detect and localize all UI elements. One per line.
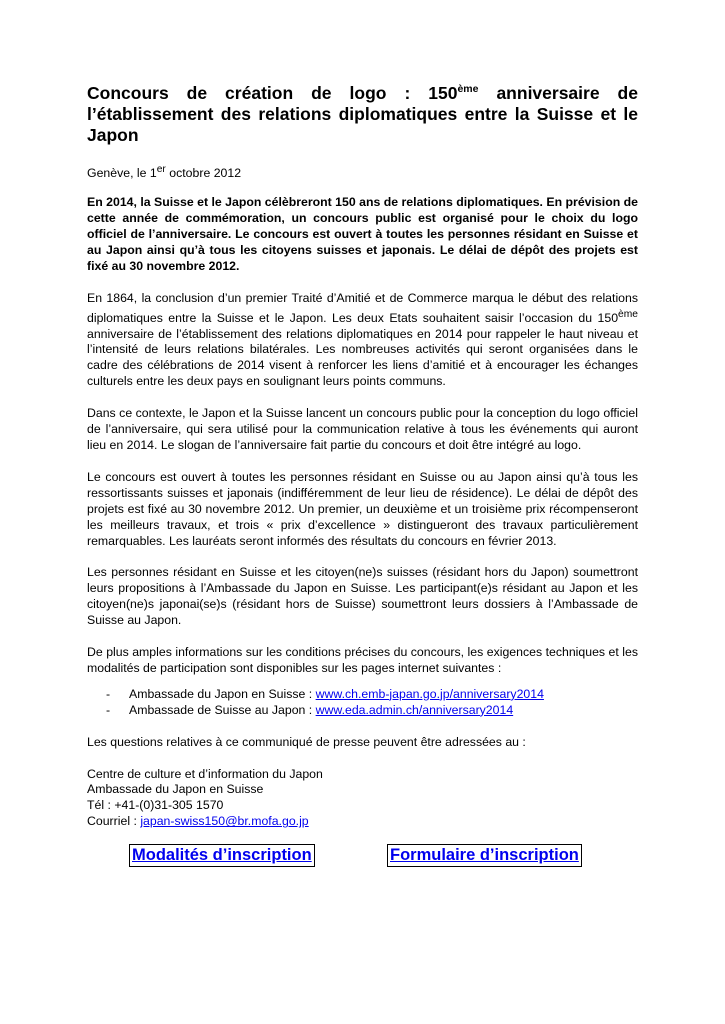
paragraph-context: Dans ce contexte, le Japon et la Suisse lancent un concours public pour la conception du logo officiel de l’anniversaire, qui sera utilisé pour la communication relative à tous les événements qui auront lieu en 2014. Le slogan de l’anniversaire fait partie du concours et doit être intégré au logo. — [87, 406, 638, 452]
title-superscript: ème — [457, 83, 479, 96]
paragraph-history — [87, 291, 638, 391]
contact-phone: Tél : +41-(0)31-305 1570 — [87, 798, 224, 813]
contact-block — [87, 767, 638, 831]
press-release-date — [87, 162, 638, 181]
paragraph-more-info: De plus amples informations sur les conditions précises du concours, les exigences techniques et les modalités de participation sont disponibles sur les pages internet suivantes : — [87, 645, 638, 675]
paragraph-history-text-end: anniversaire de l’établissement des relations diplomatiques en 2014 pour rappeler le haut niveau et l’intensité de leurs relations bilatérales. Les nombreuses activités qui seront organisées dans le cadre des célébrations de 2014 visent à renforcer les liens d’amitié et à encourager les échanges culturels entre les deux pays en soulignant leurs points communs. — [87, 326, 638, 389]
date-superscript: er — [156, 164, 166, 175]
link-label: Ambassade du Japon en Suisse : — [129, 686, 316, 701]
list-dash: - — [106, 686, 111, 701]
paragraph-history-text: En 1864, la conclusion d’un premier Traité d’Amitié et de Commerce marqua le début des relations diplomatiques entre la Suisse et le Japon. Les deux Etats souhaitent saisir l’occasion du 150 — [87, 290, 638, 325]
date-text: Genève, le 1 — [87, 166, 157, 181]
paragraph-eligibility: Le concours est ouvert à toutes les personnes résidant en Suisse ou au Japon ainsi qu’à tous les ressortissants suisses et japonais (indifféremment de leur lieu de résidence). Le délai de dépôt des projets est fixé au 30 novembre 2012. Un premier, un deuxième et un troisième prix récompenseront les meilleurs travaux, et trois « prix d’excellence » distingueront des travaux particulièrement remarquables. Les lauréats seront informés des résultats du concours en février 2013. — [87, 469, 638, 548]
contact-email-link[interactable]: japan-swiss150@br.mofa.go.jp — [140, 814, 309, 829]
link-label: Ambassade de Suisse au Japon : — [129, 702, 316, 717]
paragraph-history-superscript: ème — [618, 308, 638, 320]
registration-terms-button[interactable]: Modalités d’inscription — [129, 844, 315, 867]
date-text-end: octobre 2012 — [165, 166, 242, 181]
title-text: Concours de création de logo : 150 — [87, 83, 458, 103]
title-text-end: anniversaire de l’établissement des relations diplomatiques entre la Suisse et le Japon — [87, 83, 638, 145]
list-item — [87, 703, 638, 719]
embassy-switzerland-link[interactable]: www.eda.admin.ch/anniversary2014 — [315, 702, 514, 717]
list-item — [87, 687, 638, 703]
list-dash: - — [106, 702, 111, 717]
contact-email-label: Courriel : — [87, 814, 141, 829]
registration-buttons — [87, 844, 638, 870]
embassy-japan-link[interactable]: www.ch.emb-japan.go.jp/anniversary2014 — [315, 686, 544, 701]
contact-embassy: Ambassade du Japon en Suisse — [87, 782, 264, 797]
lead-paragraph: En 2014, la Suisse et le Japon célèbreront 150 ans de relations diplomatiques. En prévision de cette année de commémoration, un concours public est organisé pour le choix du logo officiel de l’anniversaire. Le concours est ouvert à toutes les personnes résidant en Suisse et au Japon ainsi qu’à tous les citoyens suisses et japonais. Le délai de dépôt des projets est fixé au 30 novembre 2012. — [87, 195, 638, 273]
contact-center: Centre de culture et d’information du Japon — [87, 766, 323, 781]
registration-form-button[interactable]: Formulaire d’inscription — [387, 844, 582, 867]
page-title — [87, 83, 638, 146]
info-links-list — [87, 687, 638, 719]
contact-email-line — [87, 814, 638, 830]
paragraph-questions: Les questions relatives à ce communiqué de presse peuvent être adressées au : — [87, 734, 526, 749]
paragraph-submission: Les personnes résidant en Suisse et les citoyen(ne)s suisses (résidant hors du Japon) soumettront leurs propositions à l’Ambassade du Japon en Suisse. Les participant(e)s résidant au Japon et les citoyen(ne)s japonai(se)s (résidant hors de Suisse) soumettront leurs dossiers à l’Ambassade de Suisse au Japon. — [87, 565, 638, 628]
document-page — [87, 83, 638, 870]
